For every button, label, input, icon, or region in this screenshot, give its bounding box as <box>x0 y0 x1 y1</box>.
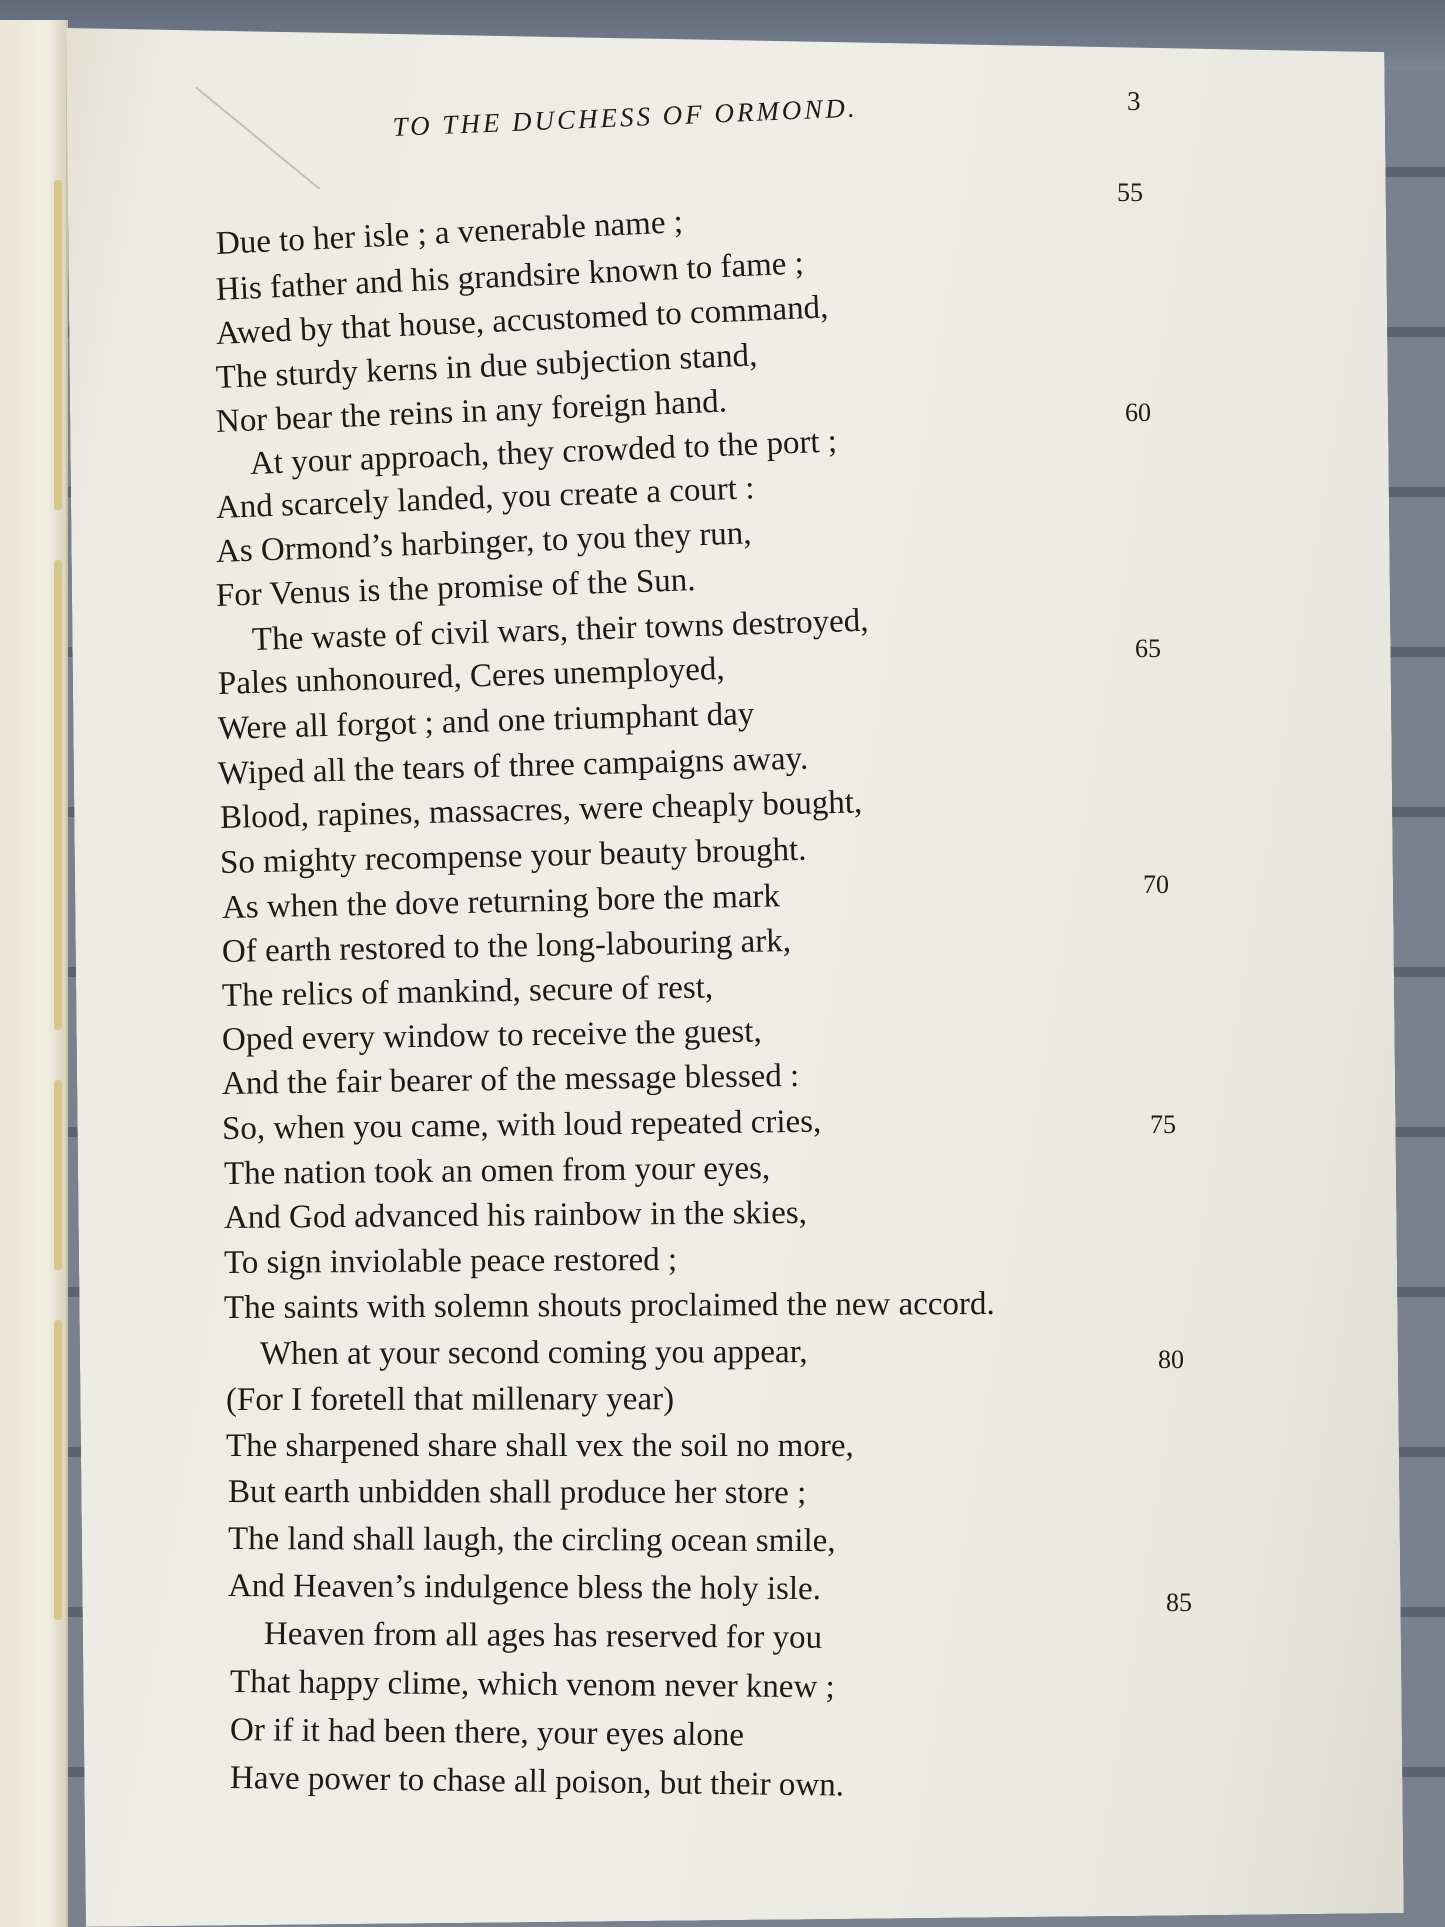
line-number: 60 <box>1125 398 1151 427</box>
poem-line: As when the dove returning bore the mark <box>221 878 781 926</box>
poem-line: So mighty recompense your beauty brought. <box>219 831 807 881</box>
poem-line: At your approach, they crowded to the port ; <box>249 423 838 482</box>
poem-line: And Heaven’s indulgence bless the holy isle. <box>227 1568 822 1608</box>
line-number: 70 <box>1143 870 1169 899</box>
poem-line: (For I foretell that millenary year) <box>225 1381 675 1418</box>
poem-line: Awed by that house, accustomed to command, <box>215 289 830 352</box>
poem-line: When at your second coming you appear, <box>259 1334 808 1372</box>
poem-line: His father and his grandsire known to fame ; <box>215 245 805 308</box>
poem-line: That happy clime, which venom never knew ; <box>229 1664 835 1706</box>
poem-line: The relics of mankind, secure of rest, <box>221 969 714 1014</box>
poem-line: And God advanced his rainbow in the skies, <box>223 1194 808 1236</box>
poem-line: And scarcely landed, you create a court : <box>215 470 756 526</box>
poem-line: Or if it had been there, your eyes alone <box>229 1712 745 1754</box>
poem-line: Heaven from all ages has reserved for you <box>263 1616 823 1656</box>
page-number: 3 <box>1127 86 1141 116</box>
poem-line: Of earth restored to the long-labouring ark, <box>221 923 792 970</box>
poem-line: Blood, rapines, massacres, were cheaply bought, <box>219 784 863 836</box>
poem-line: And the fair bearer of the message blessed : <box>221 1057 800 1102</box>
line-number: 85 <box>1166 1588 1192 1617</box>
poem-line: So, when you came, with loud repeated cries, <box>221 1103 822 1147</box>
poem-line: Wiped all the tears of three campaigns away. <box>217 740 809 792</box>
poem-line: Were all forgot ; and one triumphant day <box>217 696 755 747</box>
poem-line: Pales unhonoured, Ceres unemployed, <box>217 650 726 702</box>
running-head: TO THE DUCHESS OF ORMOND. <box>392 92 859 142</box>
line-number: 65 <box>1135 634 1161 663</box>
poem-line: The land shall laugh, the circling ocean smile, <box>227 1521 836 1560</box>
line-number: 75 <box>1150 1110 1176 1139</box>
poem-line: Have power to chase all poison, but their own. <box>229 1760 845 1804</box>
poem-line: To sign inviolable peace restored ; <box>223 1241 678 1281</box>
line-number: 80 <box>1158 1345 1184 1374</box>
poem-line: The saints with solemn shouts proclaimed the new accord. <box>223 1285 995 1326</box>
poem-line: The nation took an omen from your eyes, <box>223 1150 771 1192</box>
poem-line: For Venus is the promise of the Sun. <box>215 562 697 614</box>
poem-line: Due to her isle ; a venerable name ; <box>215 204 684 262</box>
poem-line: The sturdy kerns in due subjection stand, <box>215 337 758 396</box>
poem-line: But earth unbidden shall produce her store ; <box>227 1474 807 1512</box>
poem-line: The waste of civil wars, their towns destroyed, <box>251 602 870 658</box>
line-number: 55 <box>1117 178 1143 207</box>
poem-line: The sharpened share shall vex the soil no more, <box>226 1428 854 1464</box>
poem-line: Oped every window to receive the guest, <box>221 1013 762 1058</box>
poem-line: As Ormond’s harbinger, to you they run, <box>215 515 753 570</box>
poem-line: Nor bear the reins in any foreign hand. <box>215 383 728 440</box>
